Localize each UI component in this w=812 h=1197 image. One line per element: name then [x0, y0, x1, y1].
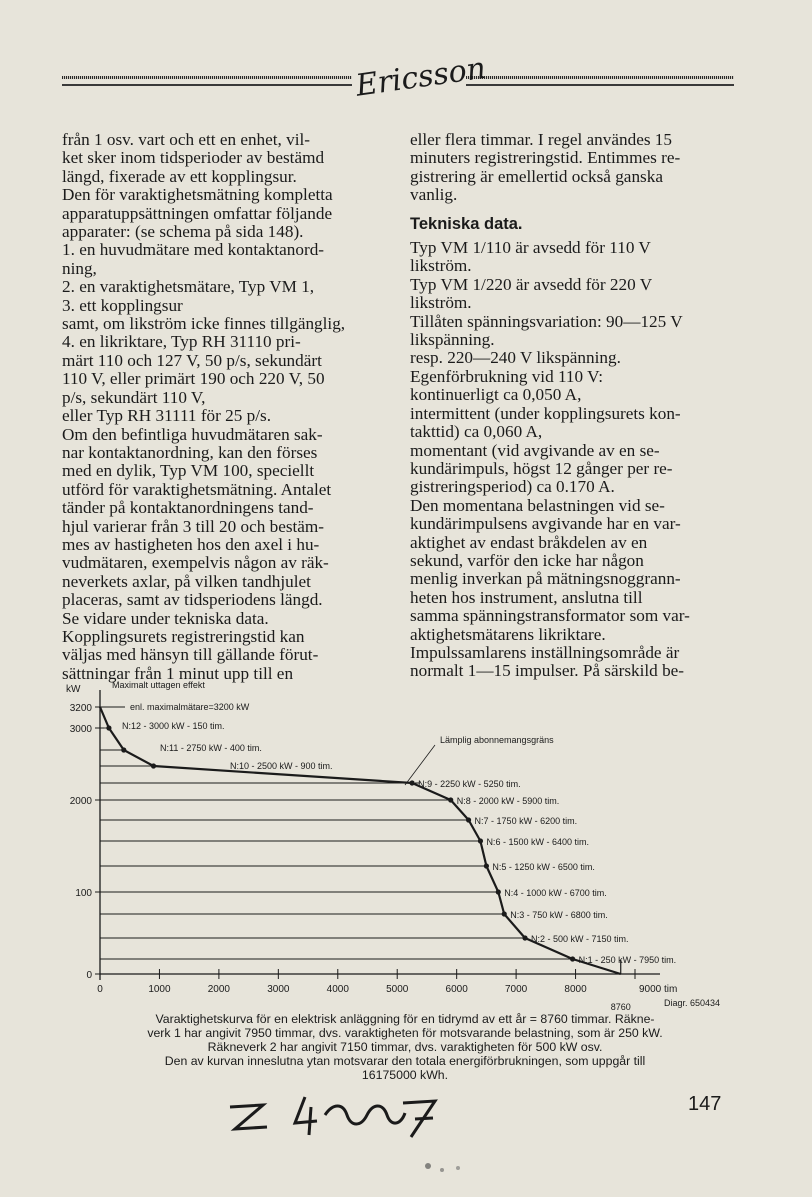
data-point [502, 911, 507, 916]
technical-data-line: momentant (vid avgivande av en se- [410, 440, 660, 460]
x-tick-label: 9000 tim [639, 984, 678, 995]
handwritten-number [225, 1085, 475, 1145]
x-tick-label: 8000 [564, 984, 587, 995]
data-point [409, 780, 414, 785]
header-rule-left-2 [62, 84, 352, 86]
x-tick-label: 6000 [445, 984, 468, 995]
left-column-line: vudmätaren, exempelvis någon av räk- [62, 553, 329, 573]
ericsson-logo [352, 50, 489, 104]
right-column [410, 131, 736, 681]
technical-data-line: kontinuerligt ca 0,050 A, [410, 385, 582, 405]
point-label: N:10 - 2500 kW - 900 tim. [230, 761, 333, 771]
y-tick-label: 3000 [69, 724, 92, 735]
left-column-line: utförd för varaktighetsmätning. Antalet [62, 479, 332, 499]
technical-data-line: likström. [410, 256, 472, 276]
data-point [570, 956, 575, 961]
technical-data-line: normalt 1—15 impulser. På särskild be- [410, 661, 685, 681]
left-column-line: neverkets axlar, på vilken tandhjulet [62, 571, 311, 591]
limit-label: Lämplig abonnemangsgräns [440, 735, 554, 745]
y-tick-label: 0 [86, 970, 92, 981]
technical-data-line: Tillåten spänningsvariation: 90—125 V [410, 311, 683, 331]
data-point [151, 763, 156, 768]
data-point [466, 817, 471, 822]
left-column-line: apparater: (se schema på sida 148). [62, 222, 304, 242]
data-point [484, 863, 489, 868]
annotation-max: enl. maximalmätare=3200 kW [130, 702, 250, 712]
header-rule-left [62, 76, 352, 79]
data-point [106, 725, 111, 730]
caption-line: Räkneverk 2 har angivit 7150 timmar, dvs. varaktigheten för 500 kW osv. [207, 1040, 603, 1054]
point-label: N:9 - 2250 kW - 5250 tim. [418, 779, 521, 789]
technical-data-line: sekund, varför den icke har någon [410, 550, 644, 570]
data-point [478, 838, 483, 843]
right-intro-line: vanlig. [410, 185, 458, 205]
left-column [62, 131, 388, 683]
point-label: N:4 - 1000 kW - 6700 tim. [504, 888, 607, 898]
technical-data-line: resp. 220—240 V likspänning. [410, 348, 621, 368]
point-label: N:11 - 2750 kW - 400 tim. [160, 743, 262, 753]
left-column-line: placeras, samt av tidsperiodens längd. [62, 590, 323, 610]
x-tick-label: 0 [97, 984, 103, 995]
caption-line: verk 1 har angivit 7950 timmar, dvs. varaktigheten för motsvarande belastning, som är 250 kW. [147, 1026, 663, 1040]
x-tick-label: 3000 [267, 984, 290, 995]
left-column-line: 4. en likriktare, Typ RH 31110 pri- [62, 332, 301, 352]
technical-data-line: likström. [410, 293, 472, 313]
header-rule-right [466, 76, 734, 79]
technical-data-line: intermittent (under kopplingsurets kon- [410, 403, 681, 423]
left-column-line: ket sker inom tidsperioder av bestämd [62, 148, 325, 168]
point-label: N:2 - 500 kW - 7150 tim. [531, 934, 629, 944]
technical-data-line: Typ VM 1/220 är avsedd för 220 V [410, 274, 653, 294]
x-tick-label: 1000 [148, 984, 171, 995]
section-heading: Tekniska data. [410, 214, 523, 233]
technical-data-line: aktighet av endast bråkdelen av en [410, 532, 648, 552]
point-label: N:1 - 250 kW - 7950 tim. [578, 955, 677, 965]
point-label: N:8 - 2000 kW - 5900 tim. [456, 796, 560, 806]
technical-data-line: aktighetsmätarens likriktare. [410, 624, 606, 644]
data-point [496, 889, 501, 894]
technical-data-line: heten hos instrument, anslutna till [410, 587, 643, 607]
technical-data-line: menlig inverkan på mätningsnoggrann- [410, 569, 681, 589]
technical-data-line: takttid) ca 0,060 A, [410, 422, 543, 442]
page-number: 147 [688, 1093, 722, 1115]
data-point [522, 935, 527, 940]
left-column-line: 110 V, eller primärt 190 och 220 V, 50 [62, 369, 325, 389]
point-label: N:3 - 750 kW - 6800 tim. [510, 910, 608, 920]
left-column-line: Om den befintliga huvudmätaren sak- [62, 424, 323, 444]
right-intro-line: gistrering är emellertid också ganska [410, 166, 663, 186]
y-tick-label: 100 [75, 888, 92, 899]
technical-data-line: Impulssamlarens inställningsområde är [410, 642, 680, 662]
duration-chart [60, 680, 750, 1015]
x-tick-label: 2000 [207, 984, 231, 995]
left-column-line: väljas med hänsyn till gällande förut- [62, 645, 319, 665]
left-column-line: ning, [62, 258, 97, 278]
left-column-line: apparatuppsättningen omfattar följande [62, 203, 333, 223]
point-label: N:6 - 1500 kW - 6400 tim. [486, 837, 589, 847]
annotation-top: Maximalt uttagen effekt [112, 680, 205, 690]
x-tick-label: 5000 [386, 984, 409, 995]
y-axis-label: kW [66, 684, 81, 695]
left-column-line: Se vidare under tekniska data. [62, 608, 269, 628]
left-column-line: märt 110 och 127 V, 50 p/s, sekundärt [62, 350, 322, 370]
left-column-line: längd, fixerade av ett kopplingsur. [62, 166, 297, 186]
right-intro-line: minuters registreringstid. Entimmes re- [410, 148, 681, 168]
technical-data-line: likspänning. [410, 330, 495, 350]
header-rule-right-2 [466, 84, 734, 86]
left-column-line: med en dylik, Typ VM 100, speciellt [62, 461, 315, 481]
technical-data [410, 239, 736, 681]
data-point [121, 747, 126, 752]
left-column-line: nar kontaktanordning, kan den förses [62, 442, 318, 462]
caption-line: 16175000 kWh. [361, 1068, 449, 1082]
left-column-line: p/s, sekundärt 110 V, [62, 387, 206, 407]
svg-text:Ericsson: Ericsson [353, 50, 489, 104]
left-column-line: eller Typ RH 31111 för 25 p/s. [62, 406, 272, 426]
data-point [448, 797, 453, 802]
left-column-line: mes av hastigheten hos den axel i hu- [62, 534, 320, 554]
point-label: N:5 - 1250 kW - 6500 tim. [492, 862, 595, 872]
left-column-line: samt, om likström icke finnes tillgänglig, [62, 314, 346, 334]
caption-line: Den av kurvan inneslutna ytan motsvarar den totala energiförbrukningen, som uppgår till [164, 1054, 646, 1068]
technical-data-line: kundärimpulsens avgivande har en var- [410, 514, 681, 534]
left-column-line: från 1 osv. vart och ett en enhet, vil- [62, 130, 311, 149]
point-label: N:12 - 3000 kW - 150 tim. [122, 721, 225, 731]
figure-caption [60, 1012, 750, 1082]
technical-data-line: Den momentana belastningen vid se- [410, 495, 665, 515]
x-extra-label: 8760 [610, 1002, 631, 1012]
y-tick-label: 2000 [69, 796, 92, 807]
right-intro [410, 131, 736, 205]
chart-svg [60, 680, 750, 1015]
left-column-line: 2. en varaktighetsmätare, Typ VM 1, [62, 277, 315, 297]
left-column-line: 1. en huvudmätare med kontaktanord- [62, 240, 325, 260]
left-column-line: Den för varaktighetsmätning kompletta [62, 185, 333, 205]
point-label: N:7 - 1750 kW - 6200 tim. [474, 816, 578, 826]
left-column-line: 3. ett kopplingsur [62, 295, 183, 315]
technical-data-line: Egenförbrukning vid 110 V: [410, 366, 604, 386]
diagram-ref: Diagr. 650434 [663, 998, 720, 1008]
left-column-line: hjul varierar från 3 till 20 och bestäm- [62, 516, 325, 536]
technical-data-line: gistreringsperiod) ca 0.170 A. [410, 477, 615, 497]
ink-stamp [420, 1158, 470, 1178]
left-column-line: sättningar från 1 minut upp till en [62, 663, 294, 683]
left-column-line: Kopplingsurets registreringstid kan [62, 626, 305, 646]
technical-data-line: kundärimpuls, högst 12 gånger per re- [410, 458, 673, 478]
x-tick-label: 7000 [504, 984, 528, 995]
technical-data-line: samma spänningstransformator som var- [410, 606, 690, 626]
y-tick-label: 3200 [69, 703, 92, 714]
x-tick-label: 4000 [326, 984, 349, 995]
right-intro-line: eller flera timmar. I regel användes 15 [410, 130, 672, 149]
caption-line: Varaktighetskurva för en elektrisk anläggning för en tidrymd av ett år = 8760 timmar. Räkne- [155, 1012, 655, 1026]
technical-data-line: Typ VM 1/110 är avsedd för 110 V [410, 238, 651, 258]
left-column-line: tänder på kontaktanordningens tand- [62, 498, 314, 518]
